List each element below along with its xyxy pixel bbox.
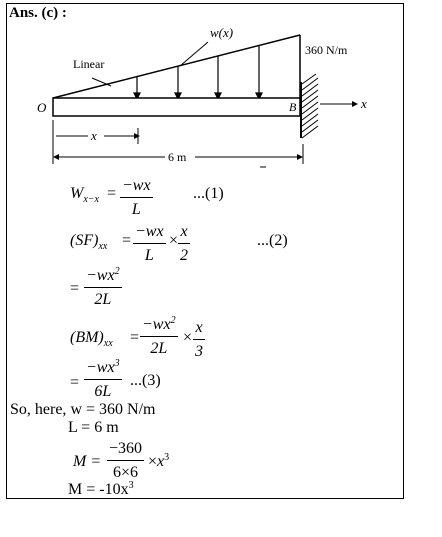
dim-x-label: x bbox=[91, 128, 97, 143]
origin-label: O bbox=[37, 100, 47, 115]
load-label: w(x) bbox=[210, 25, 234, 40]
span-label: 6 m bbox=[168, 150, 187, 164]
eq2-fraction-1: −wx L bbox=[135, 223, 164, 264]
beam bbox=[53, 98, 300, 116]
eq1-tag: ...(1) bbox=[193, 185, 224, 202]
eq3b-fraction: $-wx^3$ 6L bbox=[86, 358, 120, 400]
m-fraction: −360 6×6 bbox=[109, 440, 143, 481]
axis-label: x bbox=[361, 96, 367, 111]
eq3-lhs: $(BM)_{xx}$ bbox=[70, 329, 113, 349]
m-final: $M = -10x^3$ bbox=[68, 480, 134, 498]
eq3b-tag: ...(3) bbox=[130, 372, 161, 389]
answer-label: Ans. (c) : bbox=[9, 5, 67, 21]
l-value: L = 6 m bbox=[68, 419, 119, 436]
support-label: B bbox=[289, 100, 297, 114]
eq2-tag: ...(2) bbox=[257, 232, 288, 249]
max-load-label: 360 N/m bbox=[305, 43, 348, 57]
eq3-fraction-1: $-wx^2$ 2L bbox=[142, 315, 176, 357]
linear-label: Linear bbox=[73, 57, 105, 71]
eq1-fraction: −wx L bbox=[122, 177, 151, 218]
eq2b-fraction: $-wx^2$ 2L bbox=[86, 266, 120, 308]
eq3-fraction-2: x 3 bbox=[195, 319, 203, 360]
eq2-lhs: $(SF)_{xx}$ bbox=[70, 232, 108, 252]
eq1-lhs: $W_{x-x}$ bbox=[70, 185, 99, 205]
eq2-fraction-2: x 2 bbox=[180, 223, 188, 264]
so-here-line: So, here, w = 360 N/m bbox=[10, 401, 156, 418]
beam-figure bbox=[0, 20, 442, 190]
m-lhs: M = bbox=[73, 453, 102, 470]
